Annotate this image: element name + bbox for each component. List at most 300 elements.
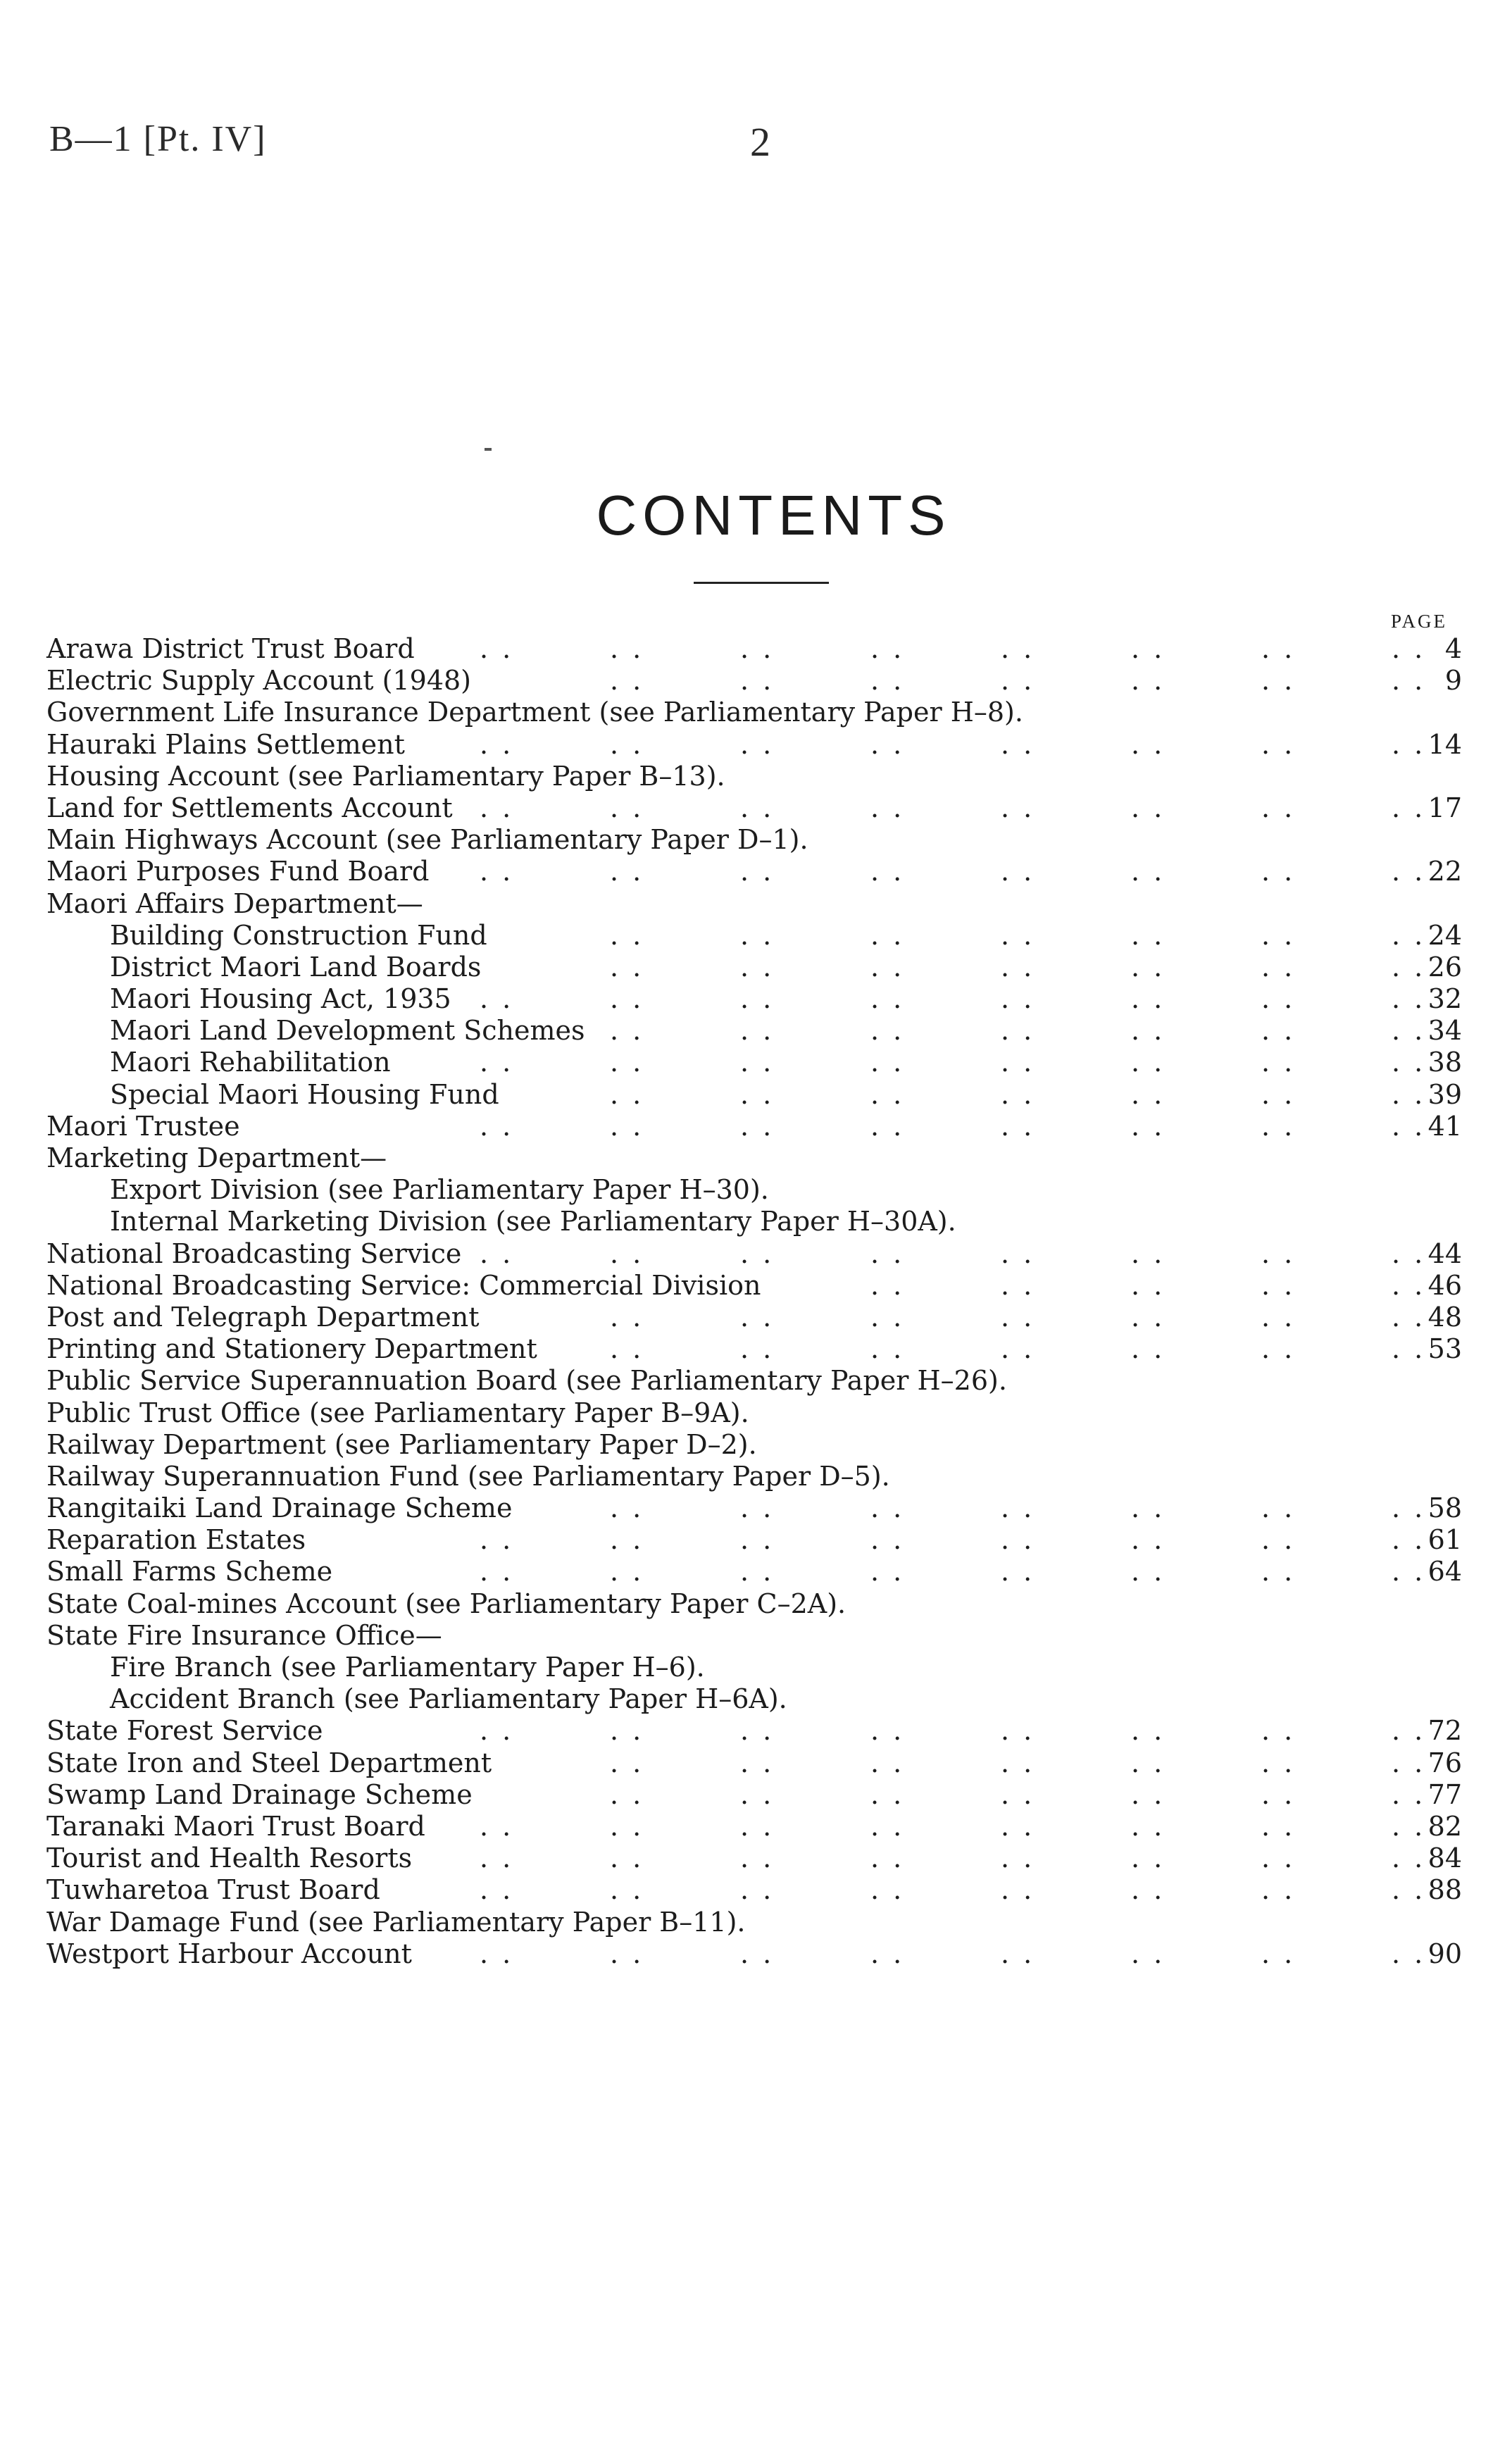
leader-dots: . .: [1001, 1810, 1035, 1842]
leader-dots: . .: [1131, 983, 1166, 1015]
leader-dots: . .: [1131, 1778, 1166, 1810]
leader-dots: . .: [870, 1524, 905, 1556]
leader-dots: . .: [1261, 1333, 1296, 1365]
contents-entry-label: Special Maori Housing Fund: [110, 1078, 499, 1110]
leader-dots: . .: [870, 856, 905, 887]
leader-dots: . .: [870, 983, 905, 1015]
contents-entry-page: 4: [1444, 633, 1462, 664]
leader-dots: . .: [1392, 792, 1426, 823]
leader-dots: . .: [480, 1237, 514, 1269]
leader-dots: . .: [610, 1047, 644, 1078]
leader-dots: . .: [740, 1843, 775, 1874]
leader-dots: . .: [870, 1874, 905, 1906]
leader-dots: . .: [1131, 1874, 1166, 1906]
leader-dots: . .: [1392, 1874, 1426, 1906]
contents-entry-label: Export Division (see Parliamentary Paper H–30).: [110, 1174, 769, 1206]
contents-entry: [46, 856, 1462, 887]
leader-dots: . .: [1392, 1843, 1426, 1874]
leader-dots: . .: [740, 1301, 775, 1333]
leader-dots: . .: [610, 728, 644, 760]
contents-entry-label: Public Service Superannuation Board (see Parliamentary Paper H–26).: [46, 1365, 1007, 1397]
leader-dots: . .: [1261, 951, 1296, 983]
contents-entry-label: Arawa District Trust Board: [46, 633, 415, 664]
print-speck: [485, 448, 492, 451]
leader-dots: . .: [870, 919, 905, 951]
leader-dots: . .: [1261, 1938, 1296, 1969]
contents-entry: [46, 1015, 1462, 1047]
contents-entry: [46, 1047, 1462, 1078]
leader-dots: . .: [1131, 1747, 1166, 1778]
contents-entry-page: 24: [1427, 919, 1462, 951]
running-head: B—1 [Pt. IV]: [49, 119, 267, 159]
contents-entry-label: Maori Land Development Schemes: [110, 1015, 585, 1047]
contents-entry-page: 64: [1427, 1556, 1462, 1588]
leader-dots: . .: [1392, 1237, 1426, 1269]
contents-entry: [46, 1142, 1462, 1174]
leader-dots: . .: [1392, 1078, 1426, 1110]
leader-dots: . .: [1001, 951, 1035, 983]
leader-dots: . .: [1392, 1047, 1426, 1078]
contents-entry-label: Post and Telegraph Department: [46, 1301, 480, 1333]
contents-entry: [46, 1333, 1462, 1365]
leader-dots: . .: [1261, 1301, 1296, 1333]
contents-entry: [46, 1524, 1462, 1556]
leader-dots: . .: [610, 1301, 644, 1333]
contents-entry-label: Rangitaiki Land Drainage Scheme: [46, 1492, 513, 1524]
leader-dots: . .: [1001, 665, 1035, 697]
leader-dots: . .: [740, 919, 775, 951]
contents-entry-page: 32: [1427, 983, 1462, 1015]
contents-entry-label: Government Life Insurance Department (see Parliamentary Paper H–8).: [46, 697, 1023, 728]
leader-dots: . .: [1261, 1078, 1296, 1110]
leader-dots: . .: [1392, 1778, 1426, 1810]
leader-dots: . .: [1261, 1047, 1296, 1078]
contents-entry-label: Marketing Department—: [46, 1142, 387, 1173]
leader-dots: . .: [1131, 1715, 1166, 1747]
leader-dots: . .: [1131, 1078, 1166, 1110]
leader-dots: . .: [1001, 1747, 1035, 1778]
contents-entry-label: Public Trust Office (see Parliamentary Paper B–9A).: [46, 1397, 749, 1428]
leader-dots: . .: [1261, 1747, 1296, 1778]
leader-dots: . .: [610, 1778, 644, 1810]
leader-dots: . .: [480, 1556, 514, 1588]
leader-dots: . .: [1131, 1015, 1166, 1047]
leader-dots: . .: [1392, 951, 1426, 983]
leader-dots: . .: [1131, 856, 1166, 887]
leader-dots: . .: [1131, 1938, 1166, 1969]
contents-entry-label: Tuwharetoa Trust Board: [46, 1874, 380, 1906]
leader-dots: . .: [1001, 1269, 1035, 1301]
contents-entry: [46, 920, 1462, 952]
contents-entry-label: Railway Superannuation Fund (see Parliamentary Paper D–5).: [46, 1460, 890, 1492]
leader-dots: . .: [870, 1269, 905, 1301]
contents-entry-page: 48: [1427, 1301, 1462, 1333]
leader-dots: . .: [610, 951, 644, 983]
leader-dots: . .: [480, 1715, 514, 1747]
leader-dots: . .: [610, 1715, 644, 1747]
leader-dots: . .: [870, 1110, 905, 1142]
contents-entry: [46, 1588, 1462, 1620]
contents-entry-page: 14: [1427, 728, 1462, 760]
contents-entry: [46, 1079, 1462, 1111]
leader-dots: . .: [740, 1556, 775, 1588]
leader-dots: . .: [1392, 1747, 1426, 1778]
contents-entry-page: 53: [1427, 1333, 1462, 1365]
leader-dots: . .: [740, 983, 775, 1015]
leader-dots: . .: [610, 919, 644, 951]
leader-dots: . .: [1261, 1015, 1296, 1047]
contents-entry: [46, 1206, 1462, 1237]
contents-entry: [46, 1461, 1462, 1492]
contents-entry-label: Internal Marketing Division (see Parliamentary Paper H–30A).: [110, 1206, 956, 1237]
leader-dots: . .: [740, 1524, 775, 1556]
leader-dots: . .: [740, 1874, 775, 1906]
leader-dots: . .: [870, 1715, 905, 1747]
leader-dots: . .: [610, 1110, 644, 1142]
leader-dots: . .: [1392, 983, 1426, 1015]
contents-entry: [46, 1652, 1462, 1683]
leader-dots: . .: [870, 728, 905, 760]
leader-dots: . .: [1131, 633, 1166, 664]
contents-entry-page: 58: [1427, 1492, 1462, 1524]
leader-dots: . .: [1261, 633, 1296, 664]
leader-dots: . .: [870, 1047, 905, 1078]
contents-entry-page: 46: [1427, 1269, 1462, 1301]
leader-dots: . .: [870, 1492, 905, 1524]
leader-dots: . .: [1392, 1333, 1426, 1365]
contents-entry-page: 84: [1427, 1843, 1462, 1874]
leader-dots: . .: [740, 1715, 775, 1747]
leader-dots: . .: [1261, 983, 1296, 1015]
leader-dots: . .: [1001, 728, 1035, 760]
leader-dots: . .: [1392, 1556, 1426, 1588]
contents-entry-label: Hauraki Plains Settlement: [46, 728, 405, 760]
contents-entry: [46, 1747, 1462, 1779]
leader-dots: . .: [610, 983, 644, 1015]
contents-entry: [46, 665, 1462, 697]
leader-dots: . .: [1261, 665, 1296, 697]
contents-entry-page: 41: [1427, 1110, 1462, 1142]
leader-dots: . .: [1001, 919, 1035, 951]
contents-entry-label: Fire Branch (see Parliamentary Paper H–6).: [110, 1652, 705, 1683]
leader-dots: . .: [740, 1047, 775, 1078]
leader-dots: . .: [480, 792, 514, 823]
leader-dots: . .: [870, 1778, 905, 1810]
leader-dots: . .: [740, 665, 775, 697]
contents-entry-label: Tourist and Health Resorts: [46, 1843, 413, 1874]
leader-dots: . .: [1261, 1810, 1296, 1842]
leader-dots: . .: [1131, 728, 1166, 760]
leader-dots: . .: [740, 1747, 775, 1778]
leader-dots: . .: [480, 1874, 514, 1906]
title-rule: [694, 582, 829, 584]
contents-entry-label: Maori Affairs Department—: [46, 887, 423, 919]
leader-dots: . .: [740, 728, 775, 760]
leader-dots: . .: [740, 1492, 775, 1524]
contents-entry-label: Maori Purposes Fund Board: [46, 856, 430, 887]
contents-entry-page: 39: [1427, 1078, 1462, 1110]
contents-entry-page: 44: [1427, 1237, 1462, 1269]
contents-entry-label: Accident Branch (see Parliamentary Paper H–6A).: [110, 1683, 787, 1715]
contents-entry-label: State Coal-mines Account (see Parliamentary Paper C–2A).: [46, 1588, 846, 1619]
leader-dots: . .: [1131, 1110, 1166, 1142]
leader-dots: . .: [740, 1333, 775, 1365]
contents-entry: [46, 729, 1462, 761]
contents-entry: [46, 1429, 1462, 1461]
leader-dots: . .: [1001, 1843, 1035, 1874]
leader-dots: . .: [1001, 856, 1035, 887]
leader-dots: . .: [480, 1843, 514, 1874]
contents-entry: [46, 1270, 1462, 1302]
leader-dots: . .: [1392, 1715, 1426, 1747]
leader-dots: . .: [1261, 856, 1296, 887]
leader-dots: . .: [610, 1556, 644, 1588]
contents-entry: [46, 1174, 1462, 1206]
leader-dots: . .: [1261, 1269, 1296, 1301]
leader-dots: . .: [740, 1778, 775, 1810]
contents-entry-page: 76: [1427, 1747, 1462, 1778]
page-title: CONTENTS: [596, 484, 951, 547]
contents-entry-label: Swamp Land Drainage Scheme: [46, 1778, 473, 1810]
contents-entry-label: State Forest Service: [46, 1715, 323, 1747]
leader-dots: . .: [1261, 1237, 1296, 1269]
contents-entry: [46, 983, 1462, 1015]
contents-entry: [46, 1683, 1462, 1715]
contents-entry: [46, 1907, 1462, 1938]
contents-entry-page: 38: [1427, 1047, 1462, 1078]
leader-dots: . .: [870, 1237, 905, 1269]
contents-entry: [46, 888, 1462, 920]
contents-entry: [46, 1620, 1462, 1652]
contents-entry-label: Printing and Stationery Department: [46, 1333, 537, 1365]
leader-dots: . .: [1001, 1556, 1035, 1588]
leader-dots: . .: [610, 792, 644, 823]
leader-dots: . .: [1392, 856, 1426, 887]
leader-dots: . .: [740, 951, 775, 983]
contents-entry-label: Maori Trustee: [46, 1110, 240, 1142]
leader-dots: . .: [610, 1333, 644, 1365]
leader-dots: . .: [610, 1492, 644, 1524]
contents-entry-label: Maori Rehabilitation: [110, 1047, 391, 1078]
leader-dots: . .: [870, 1078, 905, 1110]
leader-dots: . .: [610, 1747, 644, 1778]
contents-entry: [46, 1238, 1462, 1270]
contents-entry-label: Maori Housing Act, 1935: [110, 983, 451, 1015]
leader-dots: . .: [740, 1110, 775, 1142]
leader-dots: . .: [1131, 1810, 1166, 1842]
leader-dots: . .: [1261, 792, 1296, 823]
leader-dots: . .: [610, 856, 644, 887]
contents-entry: [46, 1715, 1462, 1747]
leader-dots: . .: [870, 1810, 905, 1842]
contents-entry-page: 82: [1427, 1810, 1462, 1842]
contents-entry: [46, 1111, 1462, 1142]
leader-dots: . .: [870, 633, 905, 664]
contents-entry-label: Westport Harbour Account: [46, 1938, 412, 1969]
leader-dots: . .: [1131, 1301, 1166, 1333]
contents-entry-page: 90: [1427, 1938, 1462, 1969]
leader-dots: . .: [1131, 1047, 1166, 1078]
leader-dots: . .: [1392, 665, 1426, 697]
leader-dots: . .: [1001, 1301, 1035, 1333]
leader-dots: . .: [480, 983, 514, 1015]
contents-entry-page: 77: [1427, 1778, 1462, 1810]
leader-dots: . .: [870, 1015, 905, 1047]
contents-entry-label: State Iron and Steel Department: [46, 1747, 492, 1778]
page-number: 2: [750, 119, 770, 165]
contents-entry-page: 9: [1444, 665, 1462, 697]
leader-dots: . .: [870, 1301, 905, 1333]
contents-entry-page: 88: [1427, 1874, 1462, 1906]
leader-dots: . .: [1001, 1333, 1035, 1365]
contents-entry: [46, 1779, 1462, 1811]
leader-dots: . .: [1001, 983, 1035, 1015]
leader-dots: . .: [610, 1078, 644, 1110]
leader-dots: . .: [1392, 1110, 1426, 1142]
leader-dots: . .: [1261, 728, 1296, 760]
contents-entry-label: Small Farms Scheme: [46, 1556, 333, 1588]
leader-dots: . .: [870, 1843, 905, 1874]
leader-dots: . .: [480, 633, 514, 664]
leader-dots: . .: [870, 1333, 905, 1365]
contents-entry: [46, 824, 1462, 856]
contents-entry-page: 72: [1427, 1715, 1462, 1747]
leader-dots: . .: [1261, 1874, 1296, 1906]
leader-dots: . .: [1261, 1778, 1296, 1810]
leader-dots: . .: [1001, 1715, 1035, 1747]
contents-entry-label: Housing Account (see Parliamentary Paper B–13).: [46, 760, 725, 792]
contents-list: [46, 633, 1462, 1970]
leader-dots: . .: [1261, 1524, 1296, 1556]
leader-dots: . .: [870, 951, 905, 983]
contents-entry-label: District Maori Land Boards: [110, 951, 482, 983]
leader-dots: . .: [1001, 1110, 1035, 1142]
contents-entry: [46, 1938, 1462, 1970]
leader-dots: . .: [1392, 1938, 1426, 1969]
leader-dots: . .: [480, 1047, 514, 1078]
contents-entry: [46, 1365, 1462, 1397]
contents-entry-label: Taranaki Maori Trust Board: [46, 1810, 425, 1842]
leader-dots: . .: [1392, 633, 1426, 664]
contents-entry-label: Land for Settlements Account: [46, 792, 453, 823]
contents-entry-page: 61: [1427, 1524, 1462, 1556]
leader-dots: . .: [610, 1810, 644, 1842]
leader-dots: . .: [480, 728, 514, 760]
leader-dots: . .: [1261, 1110, 1296, 1142]
contents-entry: [46, 1397, 1462, 1429]
contents-entry-label: Main Highways Account (see Parliamentary Paper D–1).: [46, 824, 808, 856]
leader-dots: . .: [610, 1874, 644, 1906]
leader-dots: . .: [480, 1110, 514, 1142]
contents-entry-page: 34: [1427, 1015, 1462, 1047]
leader-dots: . .: [1392, 1492, 1426, 1524]
leader-dots: . .: [740, 792, 775, 823]
leader-dots: . .: [1261, 1715, 1296, 1747]
leader-dots: . .: [610, 1015, 644, 1047]
contents-entry: [46, 761, 1462, 792]
leader-dots: . .: [610, 665, 644, 697]
leader-dots: . .: [610, 1524, 644, 1556]
leader-dots: . .: [1131, 951, 1166, 983]
leader-dots: . .: [1131, 1524, 1166, 1556]
contents-entry-label: Electric Supply Account (1948): [46, 665, 472, 697]
leader-dots: . .: [740, 1810, 775, 1842]
contents-entry-label: Reparation Estates: [46, 1524, 306, 1556]
leader-dots: . .: [740, 1078, 775, 1110]
leader-dots: . .: [610, 633, 644, 664]
leader-dots: . .: [740, 1237, 775, 1269]
leader-dots: . .: [1001, 1778, 1035, 1810]
contents-entry-label: Building Construction Fund: [110, 919, 487, 951]
leader-dots: . .: [1131, 1556, 1166, 1588]
leader-dots: . .: [870, 665, 905, 697]
leader-dots: . .: [1392, 1015, 1426, 1047]
leader-dots: . .: [1131, 792, 1166, 823]
leader-dots: . .: [1131, 1843, 1166, 1874]
leader-dots: . .: [1001, 792, 1035, 823]
leader-dots: . .: [1392, 919, 1426, 951]
leader-dots: . .: [610, 1237, 644, 1269]
leader-dots: . .: [1392, 728, 1426, 760]
contents-entry-label: War Damage Fund (see Parliamentary Paper B–11).: [46, 1906, 746, 1938]
leader-dots: . .: [870, 1747, 905, 1778]
leader-dots: . .: [1261, 1492, 1296, 1524]
contents-entry-label: National Broadcasting Service: [46, 1237, 462, 1269]
leader-dots: . .: [480, 1524, 514, 1556]
leader-dots: . .: [480, 1810, 514, 1842]
leader-dots: . .: [610, 1843, 644, 1874]
leader-dots: . .: [870, 1938, 905, 1969]
leader-dots: . .: [1001, 1047, 1035, 1078]
leader-dots: . .: [1001, 1078, 1035, 1110]
contents-entry: [46, 697, 1462, 728]
contents-entry: [46, 1492, 1462, 1524]
leader-dots: . .: [740, 856, 775, 887]
leader-dots: . .: [1001, 633, 1035, 664]
leader-dots: . .: [1392, 1810, 1426, 1842]
leader-dots: . .: [610, 1938, 644, 1969]
leader-dots: . .: [1131, 919, 1166, 951]
leader-dots: . .: [1131, 1269, 1166, 1301]
contents-entry-page: 26: [1427, 951, 1462, 983]
contents-entry: [46, 1874, 1462, 1906]
leader-dots: . .: [1001, 1015, 1035, 1047]
contents-entry-label: Railway Department (see Parliamentary Paper D–2).: [46, 1428, 757, 1460]
contents-entry-label: State Fire Insurance Office—: [46, 1619, 442, 1651]
leader-dots: . .: [1392, 1269, 1426, 1301]
contents-entry: [46, 1302, 1462, 1333]
leader-dots: . .: [1131, 1237, 1166, 1269]
leader-dots: . .: [740, 1015, 775, 1047]
contents-entry: [46, 1811, 1462, 1843]
leader-dots: . .: [1261, 1556, 1296, 1588]
leader-dots: . .: [740, 633, 775, 664]
leader-dots: . .: [1001, 1492, 1035, 1524]
leader-dots: . .: [870, 792, 905, 823]
leader-dots: . .: [1392, 1301, 1426, 1333]
leader-dots: . .: [1001, 1524, 1035, 1556]
leader-dots: . .: [1261, 1843, 1296, 1874]
leader-dots: . .: [1392, 1524, 1426, 1556]
page-column-label: PAGE: [1391, 611, 1448, 632]
leader-dots: . .: [480, 1938, 514, 1969]
contents-entry: [46, 952, 1462, 983]
leader-dots: . .: [1001, 1874, 1035, 1906]
leader-dots: . .: [1001, 1237, 1035, 1269]
leader-dots: . .: [1131, 1492, 1166, 1524]
leader-dots: . .: [1261, 919, 1296, 951]
contents-entry: [46, 633, 1462, 665]
